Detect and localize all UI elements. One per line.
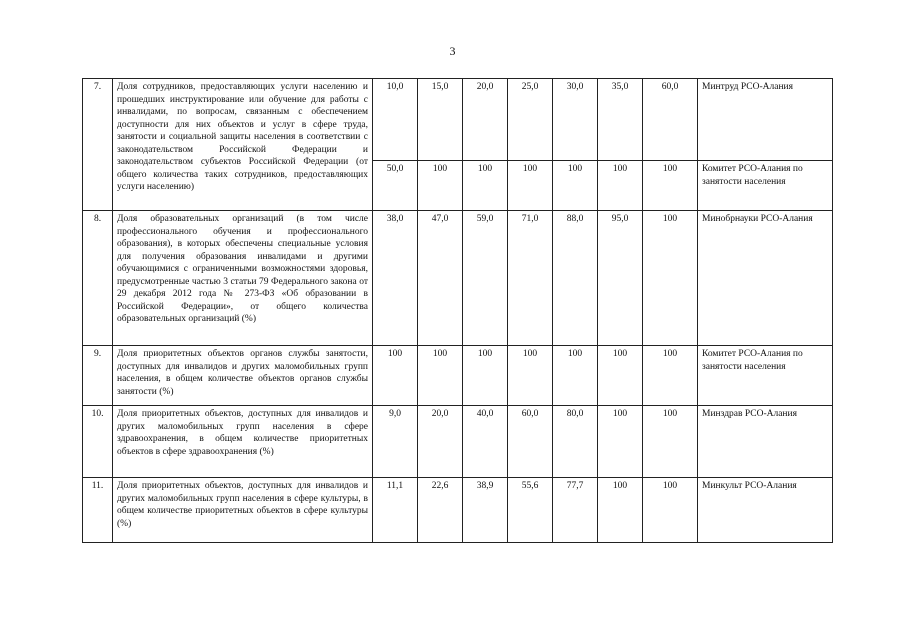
indicator-description: Доля приоритетных объектов, доступных для инвалидов и других маломобильных групп населения в сфере здравоохранения, в общем количестве приоритетных объектов в сфере здравоохранения (%) (113, 406, 373, 478)
value-cell: 20,0 (463, 79, 508, 161)
table-row (83, 406, 833, 478)
indicator-description: Доля сотрудников, предоставляющих услуги населению и прошедших инструктирование или обучение для работы с инвалидами, по вопросам, связанным с обеспечением доступности для них объектов и услуг в сфере труда, занятости и социальной защиты населения в соответствии с законодательством Российской Федерации и законодательством субъектов Российской Федерации (от общего количества таких сотрудников, предоставляющих услуги населению) (113, 79, 373, 211)
row-number: 11. (83, 478, 113, 543)
value-cell: 71,0 (508, 211, 553, 346)
value-cell: 22,6 (418, 478, 463, 543)
value-cell: 55,6 (508, 478, 553, 543)
value-cell: 100 (553, 346, 598, 406)
indicator-description: Доля приоритетных объектов, доступных для инвалидов и других маломобильных групп населения в сфере культуры, в общем количестве приоритетных объектов в сфере культуры (%) (113, 478, 373, 543)
responsible-org: Комитет РСО-Алания по занятости населения (698, 346, 833, 406)
value-cell: 100 (643, 346, 698, 406)
value-cell: 100 (598, 478, 643, 543)
value-cell: 20,0 (418, 406, 463, 478)
value-cell: 10,0 (373, 79, 418, 161)
value-cell: 30,0 (553, 79, 598, 161)
table-row (83, 211, 833, 346)
row-number: 7. (83, 79, 113, 211)
value-cell: 100 (643, 161, 698, 211)
responsible-org: Комитет РСО-Алания по занятости населения (698, 161, 833, 211)
value-cell: 100 (643, 478, 698, 543)
responsible-org: Минобрнауки РСО-Алания (698, 211, 833, 346)
table-row (83, 478, 833, 543)
value-cell: 100 (508, 346, 553, 406)
value-cell: 100 (418, 161, 463, 211)
table-row (83, 346, 833, 406)
value-cell: 100 (373, 346, 418, 406)
value-cell: 80,0 (553, 406, 598, 478)
value-cell: 100 (553, 161, 598, 211)
value-cell: 15,0 (418, 79, 463, 161)
value-cell: 77,7 (553, 478, 598, 543)
value-cell: 100 (643, 406, 698, 478)
page-number: 3 (449, 44, 456, 58)
responsible-org: Минкульт РСО-Алания (698, 478, 833, 543)
row-number: 8. (83, 211, 113, 346)
value-cell: 11,1 (373, 478, 418, 543)
value-cell: 100 (463, 161, 508, 211)
value-cell: 40,0 (463, 406, 508, 478)
value-cell: 35,0 (598, 79, 643, 161)
value-cell: 38,9 (463, 478, 508, 543)
value-cell: 60,0 (508, 406, 553, 478)
value-cell: 100 (598, 346, 643, 406)
table-row (83, 79, 833, 161)
value-cell: 95,0 (598, 211, 643, 346)
value-cell: 59,0 (463, 211, 508, 346)
indicator-description: Доля приоритетных объектов органов службы занятости, доступных для инвалидов и других маломобильных групп населения, в общем количестве объектов органов службы занятости (%) (113, 346, 373, 406)
value-cell: 100 (508, 161, 553, 211)
value-cell: 100 (598, 161, 643, 211)
value-cell: 60,0 (643, 79, 698, 161)
row-number: 10. (83, 406, 113, 478)
value-cell: 25,0 (508, 79, 553, 161)
value-cell: 47,0 (418, 211, 463, 346)
indicator-description: Доля образовательных организаций (в том числе профессионального обучения и профессионального образования), в которых обеспечены специальные условия для получения образования инвалидами и другими обучающимися с ограниченными возможностями здоровья, предусмотренные частью 3 статьи 79 Федерального закона от 29 декабря 2012 года № 273-ФЗ «Об образовании в Российской Федерации», от общего количества образовательных организаций (%) (113, 211, 373, 346)
responsible-org: Минздрав РСО-Алания (698, 406, 833, 478)
value-cell: 38,0 (373, 211, 418, 346)
value-cell: 50,0 (373, 161, 418, 211)
value-cell: 100 (463, 346, 508, 406)
value-cell: 88,0 (553, 211, 598, 346)
value-cell: 100 (598, 406, 643, 478)
value-cell: 100 (643, 211, 698, 346)
value-cell: 100 (418, 346, 463, 406)
row-number: 9. (83, 346, 113, 406)
value-cell: 9,0 (373, 406, 418, 478)
responsible-org: Минтруд РСО-Алания (698, 79, 833, 161)
indicators-table (82, 78, 833, 543)
